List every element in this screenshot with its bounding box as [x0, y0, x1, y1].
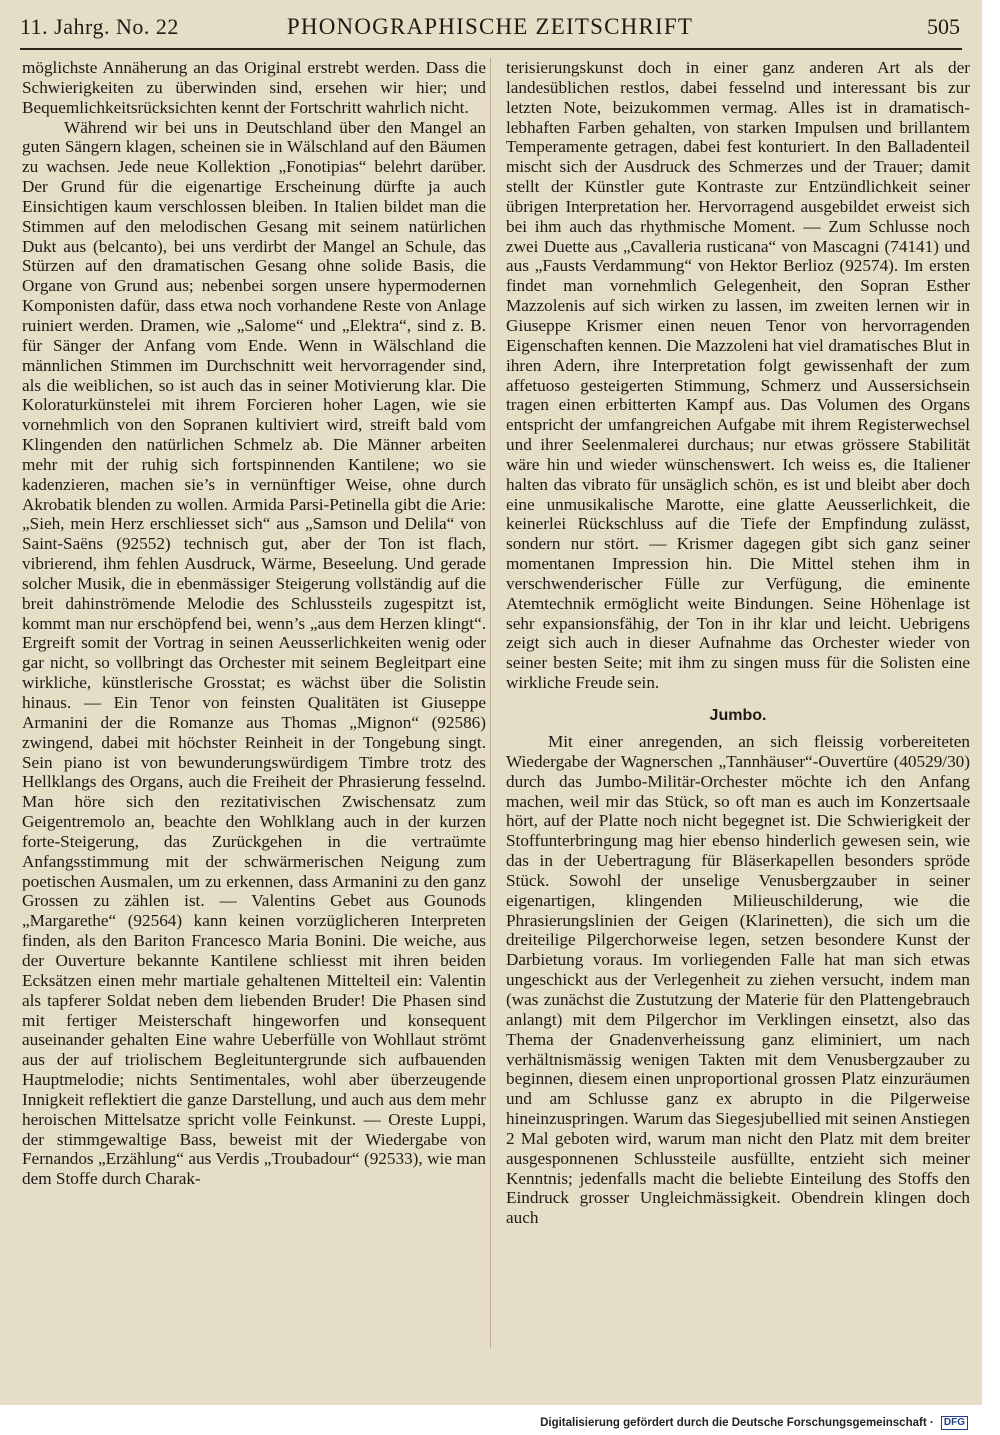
journal-title: PHONOGRAPHISCHE ZEITSCHRIFT — [286, 14, 694, 39]
paragraph: möglichste Annäherung an das Original erstrebt werden. Dass die Schwierigkeiten zu überwinden sind, ersehen wir hier; und Bequemlichkeitsrücksichten kennt der Fortschritt wahrlich nicht. — [22, 58, 486, 117]
paragraph: Mit einer anregenden, an sich fleissig vorbereiteten Wiedergabe der Wagnerschen „Tannhäuser“-Ouvertüre (40529/30) durch das Jumbo-Militär-Orchester möchte ich den Anfang machen, weil mir das Stück, so oft man es auch im Konzertsaale hört, auf der Platte noch nicht begegnet ist. Die Schwierigkeit der Stoffunterbringung mag hier ebenso hinderlich gewesen sein, wie das in der Uebertragung für Bläserkapellen besonders spröde Stück. Sowohl der unselige Venusbergzauber in seiner eigenartigen, klingenden Milieuschilderung, wie die Phrasierungslinien der Geigen (Klarinetten), die sich um die dreiteilige Pilgerchorweise legen, setzen besondere Kunst der Darbietung voraus. Im vorliegenden Falle hat man sich etwas ungeschickt aus der Verlegenheit zu ziehen versucht, indem man (was zunächst die Zustutzung der Materie für den Plattengebrauch anlangt) mit dem Pilgerchor im Verklingen einsetzt, also das Thema der Gnadenverheissung ganz eliminiert, um nach verhältnismässig wenigen Takten mit dem Venusbergzauber zu beginnen, diesem einen unproportional grossen Platz einzuräumen und am Schlusse ganz ex abrupto in die Pilgerweise hineinzuspringen. Warum das Siegesjubellied mit seinen Anstiegen 2 Mal geboten wird, warum man nicht den Platz mit dem breiter ausgesponnenen Schlussteile ausfüllte, entzieht sich meiner Kenntnis; jedenfalls macht die beliebte Einteilung des Stoffs den Eindruck grosser Ungleichmässigkeit. Obendrein klingen doch auch — [506, 732, 970, 1228]
volume-issue: 11. Jahrg. No. 22 — [20, 14, 179, 39]
header-rule — [20, 48, 962, 50]
right-column — [506, 58, 970, 1358]
left-column — [22, 58, 486, 1358]
section-heading: Jumbo. — [709, 707, 767, 724]
digitization-credit — [500, 1416, 968, 1432]
page-number: 505 — [927, 14, 960, 39]
paragraph: terisierungskunst doch in einer ganz anderen Art als der landesüblichen restlos, dabei fesselnd und interessant bis zur letzten Note, beizukommen vermag. Alles ist in dramatisch-lebhaften Farben gehalten, von starken Impulsen und brillantem Temperamente getragen, dabei fest konturiert. In den Balladenteil mischt sich der Ausdruck des Schmerzes und der Trauer; damit stellt der Künstler gute Kontraste zur Entzündlichkeit seiner übrigen Interpretation her. Hervorragend ausgebildet erweist sich bei ihm auch das rhythmische Moment. — Zum Schlusse noch zwei Duette aus „Cavalleria rusticana“ von Mascagni (74141) und aus „Fausts Verdammung“ von Hektor Berlioz (92574). Im ersten findet man vornehmlich Gelegenheit, den Sopran Esther Mazzolenis auf sich wirken zu lassen, im zweiten lernen wir in Giuseppe Krismer einen neuen Tenor von hervorragenden Eigenschaften kennen. Die Mazzoleni hat viel dramatisches Blut in ihren Adern, ihre Interpretation folgt gewissenhaft der zum affetuoso gesteigerten Stimmung, Schmerz und Aussersichsein tragen einen erbitterten Kampf aus. Das Volumen des Organs entspricht der umfangreichen Aufgabe mit ihrem Registerwechsel und ihrer Seelenmalerei durchaus; nur etwas grössere Stabilität wäre hin und wieder wünschenswert. Ich weiss es, die Italiener halten das vibrato für unsäglich schön, es ist und bleibt aber doch eine unmusikalische Marotte, eine glatte Aeusserlichkeit, die keinerlei Rückschluss auf die Tiefe der Empfindung zulässt, sondern nur stört. — Krismer dagegen gibt sich ganz seiner momentanen Impression hin. Die Mittel stehen ihm in verschwenderischer Fülle zur Verfügung, die eminente Atemtechnik ermöglicht weite Bindungen. Seine Höhenlage ist sehr expansionsfähig, der Ton in ihr klar und leicht. Uebrigens zeigt sich auch in dieser Aufnahme das Orchester wieder von seiner besten Seite; mit ihm zu singen muss für die Solisten eine wirkliche Freude sein. — [506, 58, 970, 693]
column-divider — [490, 58, 491, 1348]
paragraph: Während wir bei uns in Deutschland über den Mangel an guten Sängern klagen, scheinen sie in Wälschland auf den Bäumen zu wachsen. Jede neue Kollektion „Fonotipias“ belehrt darüber. Der Grund für die eigenartige Erscheinung dürfte ja auch Einsichtigen kaum verschlossen bleiben. In Italien bildet man die Stimmen auf den melodischen Gesang mit seinem natürlichen Dukt aus (belcanto), bei uns verdirbt der Mangel an Schule, das Stürzen auf den dramatischen Gesang ohne solide Basis, die Organe von Grund aus; nebenbei sorgen unsere hypermodernen Komponisten dafür, dass etwa noch vorhandene Reste von Anlage ruiniert werden. Dramen, wie „Salome“ und „Elektra“, sind z. B. für Sänger der Anfang vom Ende. Wenn in Wälschland die männlichen Stimmen im Durchschnitt weit hervorragender sind, als die weiblichen, so ist auch das in seiner Motivierung klar. Die Koloraturkünstelei mit ihrem Forcieren hoher Lagen, wie sie vornehmlich von den Sopranen kultiviert wird, streift bald vom Klingenden den natürlichen Schmelz ab. Die Männer arbeiten mehr mit der ruhig sich fortspinnenden Kantilene; wo sie kadenzieren, machen sie’s in vernünftiger Weise, ohne durch Akrobatik blenden zu wollen. Armida Parsi-Petinella gibt die Arie: „Sieh, mein Herz erschliesset sich“ aus „Samson und Delila“ von Saint-Saëns (92552) technisch gut, aber der Ton ist flach, vibrierend, ihm fehlen Ausdruck, Wärme, Beseelung. Und gerade solcher Musik, die in ebenmässiger Steigerung vollständig auf die breit dahinströmende Melodie des Schlussteils zugespitzt ist, kommt man nur erschöpfend bei, wenn’s „aus dem Herzen klingt“. Ergreift somit der Vortrag in seinen Aeusserlichkeiten wenig oder gar nicht, so vollbringt das Orchester mit seinem Begleitpart eine wirkliche, künstlerische Grosstat; es wächst über die Solistin hinaus. — Ein Tenor von feinsten Qualitäten ist Giuseppe Armanini der die Romanze aus Thomas „Mignon“ (92586) zwingend, dabei mit höchster Reinheit in der Tongebung singt. Sein piano ist von bewunderungswürdigem Timbre trotz des Hellklangs des Organs, auch die Freiheit der Phrasierung fesselnd. Man höre sich den rezitativischen Zwischensatz zum Geigentremolo an, beachte den Wohlklang auch in der kurzen forte-Steigerung, das Zurückgehen in die vertraümte Anfangsstimmung mit der schwärmerischen Neigung zum poetischen Ausmalen, um zu erkennen, dass Armanini zu den ganz Grossen zu zählen ist. — Valentins Gebet aus Gounods „Margarethe“ (92564) kann keinen vorzüglicheren Interpreten finden, als den Bariton Francesco Maria Bonini. Die weiche, aus der Ouverture bekannte Kantilene schliesst mit ihren beiden Ecksätzen einen mehr martiale gehaltenen Mittelteil ein: Valentin als tapferer Soldat neben dem liebenden Bruder! Die Phasen sind mit fertiger Meisterschaft hingeworfen und konsequent auseinander gehalten Eine wahre Ueberfülle von Wohllaut strömt aus der auf triolischem Begleituntergrunde sich aufbauenden Hauptmelodie; nichts Sentimentales, wohl aber überzeugende Innigkeit reflektiert die ganze Darstellung, und auch aus dem mehr heroischen Mittelsatze spricht volle Feinkunst. — Oreste Luppi, der stimmgewaltige Bass, beweist mit der Wiedergabe von Fernandos „Erzählung“ aus Verdis „Troubadour“ (92533), wie man dem Stoffe durch Charak- — [22, 117, 486, 1189]
page-header — [20, 14, 960, 44]
dfg-logo[interactable]: DFG — [941, 1416, 968, 1430]
credit-text: Digitalisierung gefördert durch die Deutsche Forschungsgemeinschaft · — [540, 1417, 934, 1429]
